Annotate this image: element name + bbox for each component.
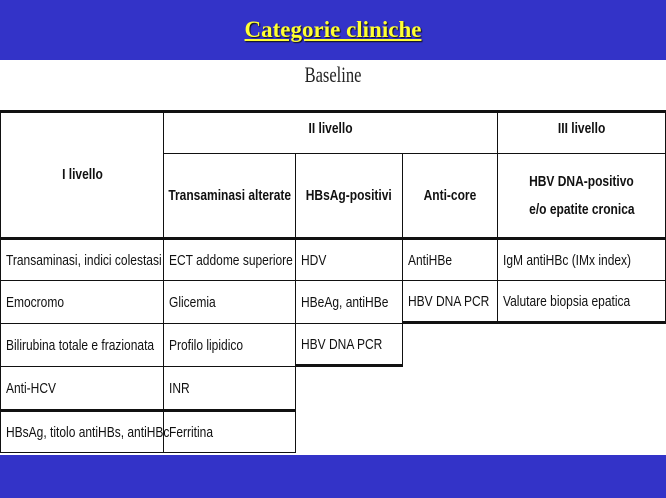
cell-text: HDV	[301, 251, 327, 269]
cell-text: Bilirubina totale e frazionata	[6, 336, 155, 354]
table-cell	[402, 280, 498, 324]
header-label: I livello	[61, 166, 103, 183]
footer-band	[0, 455, 666, 498]
header-level2	[163, 110, 498, 154]
header-label: HBV DNA-positivo	[529, 172, 634, 190]
slide-title: Categorie cliniche	[244, 17, 422, 42]
cell-text: HBsAg, titolo antiHBs, antiHBc	[6, 423, 170, 441]
header-level1	[0, 110, 164, 238]
header-hbvdna	[497, 153, 666, 238]
table-cell	[163, 237, 296, 281]
cell-text: Anti-HCV	[6, 379, 57, 397]
table-cell	[163, 280, 296, 324]
header-anticore	[402, 153, 498, 238]
cell-text: Emocromo	[6, 293, 65, 311]
cell-text: Profilo lipidico	[169, 336, 244, 354]
table-cell	[295, 237, 403, 281]
header-transaminasi	[163, 153, 296, 238]
table-cell	[0, 409, 170, 453]
table-cell	[295, 323, 403, 367]
cell-text: ECT addome superiore	[169, 251, 293, 269]
table-cell	[163, 323, 296, 367]
cell-text: AntiHBe	[408, 251, 453, 269]
header-label: HBsAg-positivi	[306, 186, 393, 204]
cell-text: INR	[169, 379, 190, 397]
header-level3	[497, 110, 666, 154]
cell-text: Transaminasi, indici colestasi	[6, 251, 162, 269]
cell-text: HBeAg, antiHBe	[301, 293, 389, 311]
cell-text: Glicemia	[169, 293, 216, 311]
table-cell	[163, 409, 296, 453]
table-cell	[497, 237, 666, 281]
table-cell	[0, 323, 164, 367]
cell-text: HBV DNA PCR	[301, 335, 383, 353]
table-cell	[0, 366, 164, 410]
table-cell	[402, 237, 498, 281]
header-label: Anti-core	[423, 186, 477, 204]
header-hbsag	[295, 153, 403, 238]
header-label: e/o epatite cronica	[528, 200, 635, 218]
table-cell	[0, 280, 164, 324]
cell-text: IgM antiHBc (IMx index)	[503, 251, 632, 269]
cell-text: Ferritina	[169, 423, 214, 441]
header-label: II livello	[308, 120, 353, 137]
table-cell	[0, 237, 164, 281]
header-label: Transaminasi alterate	[168, 186, 291, 204]
table-cell	[163, 366, 296, 410]
header-label: III livello	[557, 120, 606, 137]
table-cell	[497, 280, 666, 324]
cell-text: Valutare biopsia epatica	[503, 292, 631, 310]
slide-subtitle: Baseline	[304, 62, 362, 87]
cell-text: HBV DNA PCR	[408, 292, 490, 310]
table-cell	[295, 280, 403, 324]
